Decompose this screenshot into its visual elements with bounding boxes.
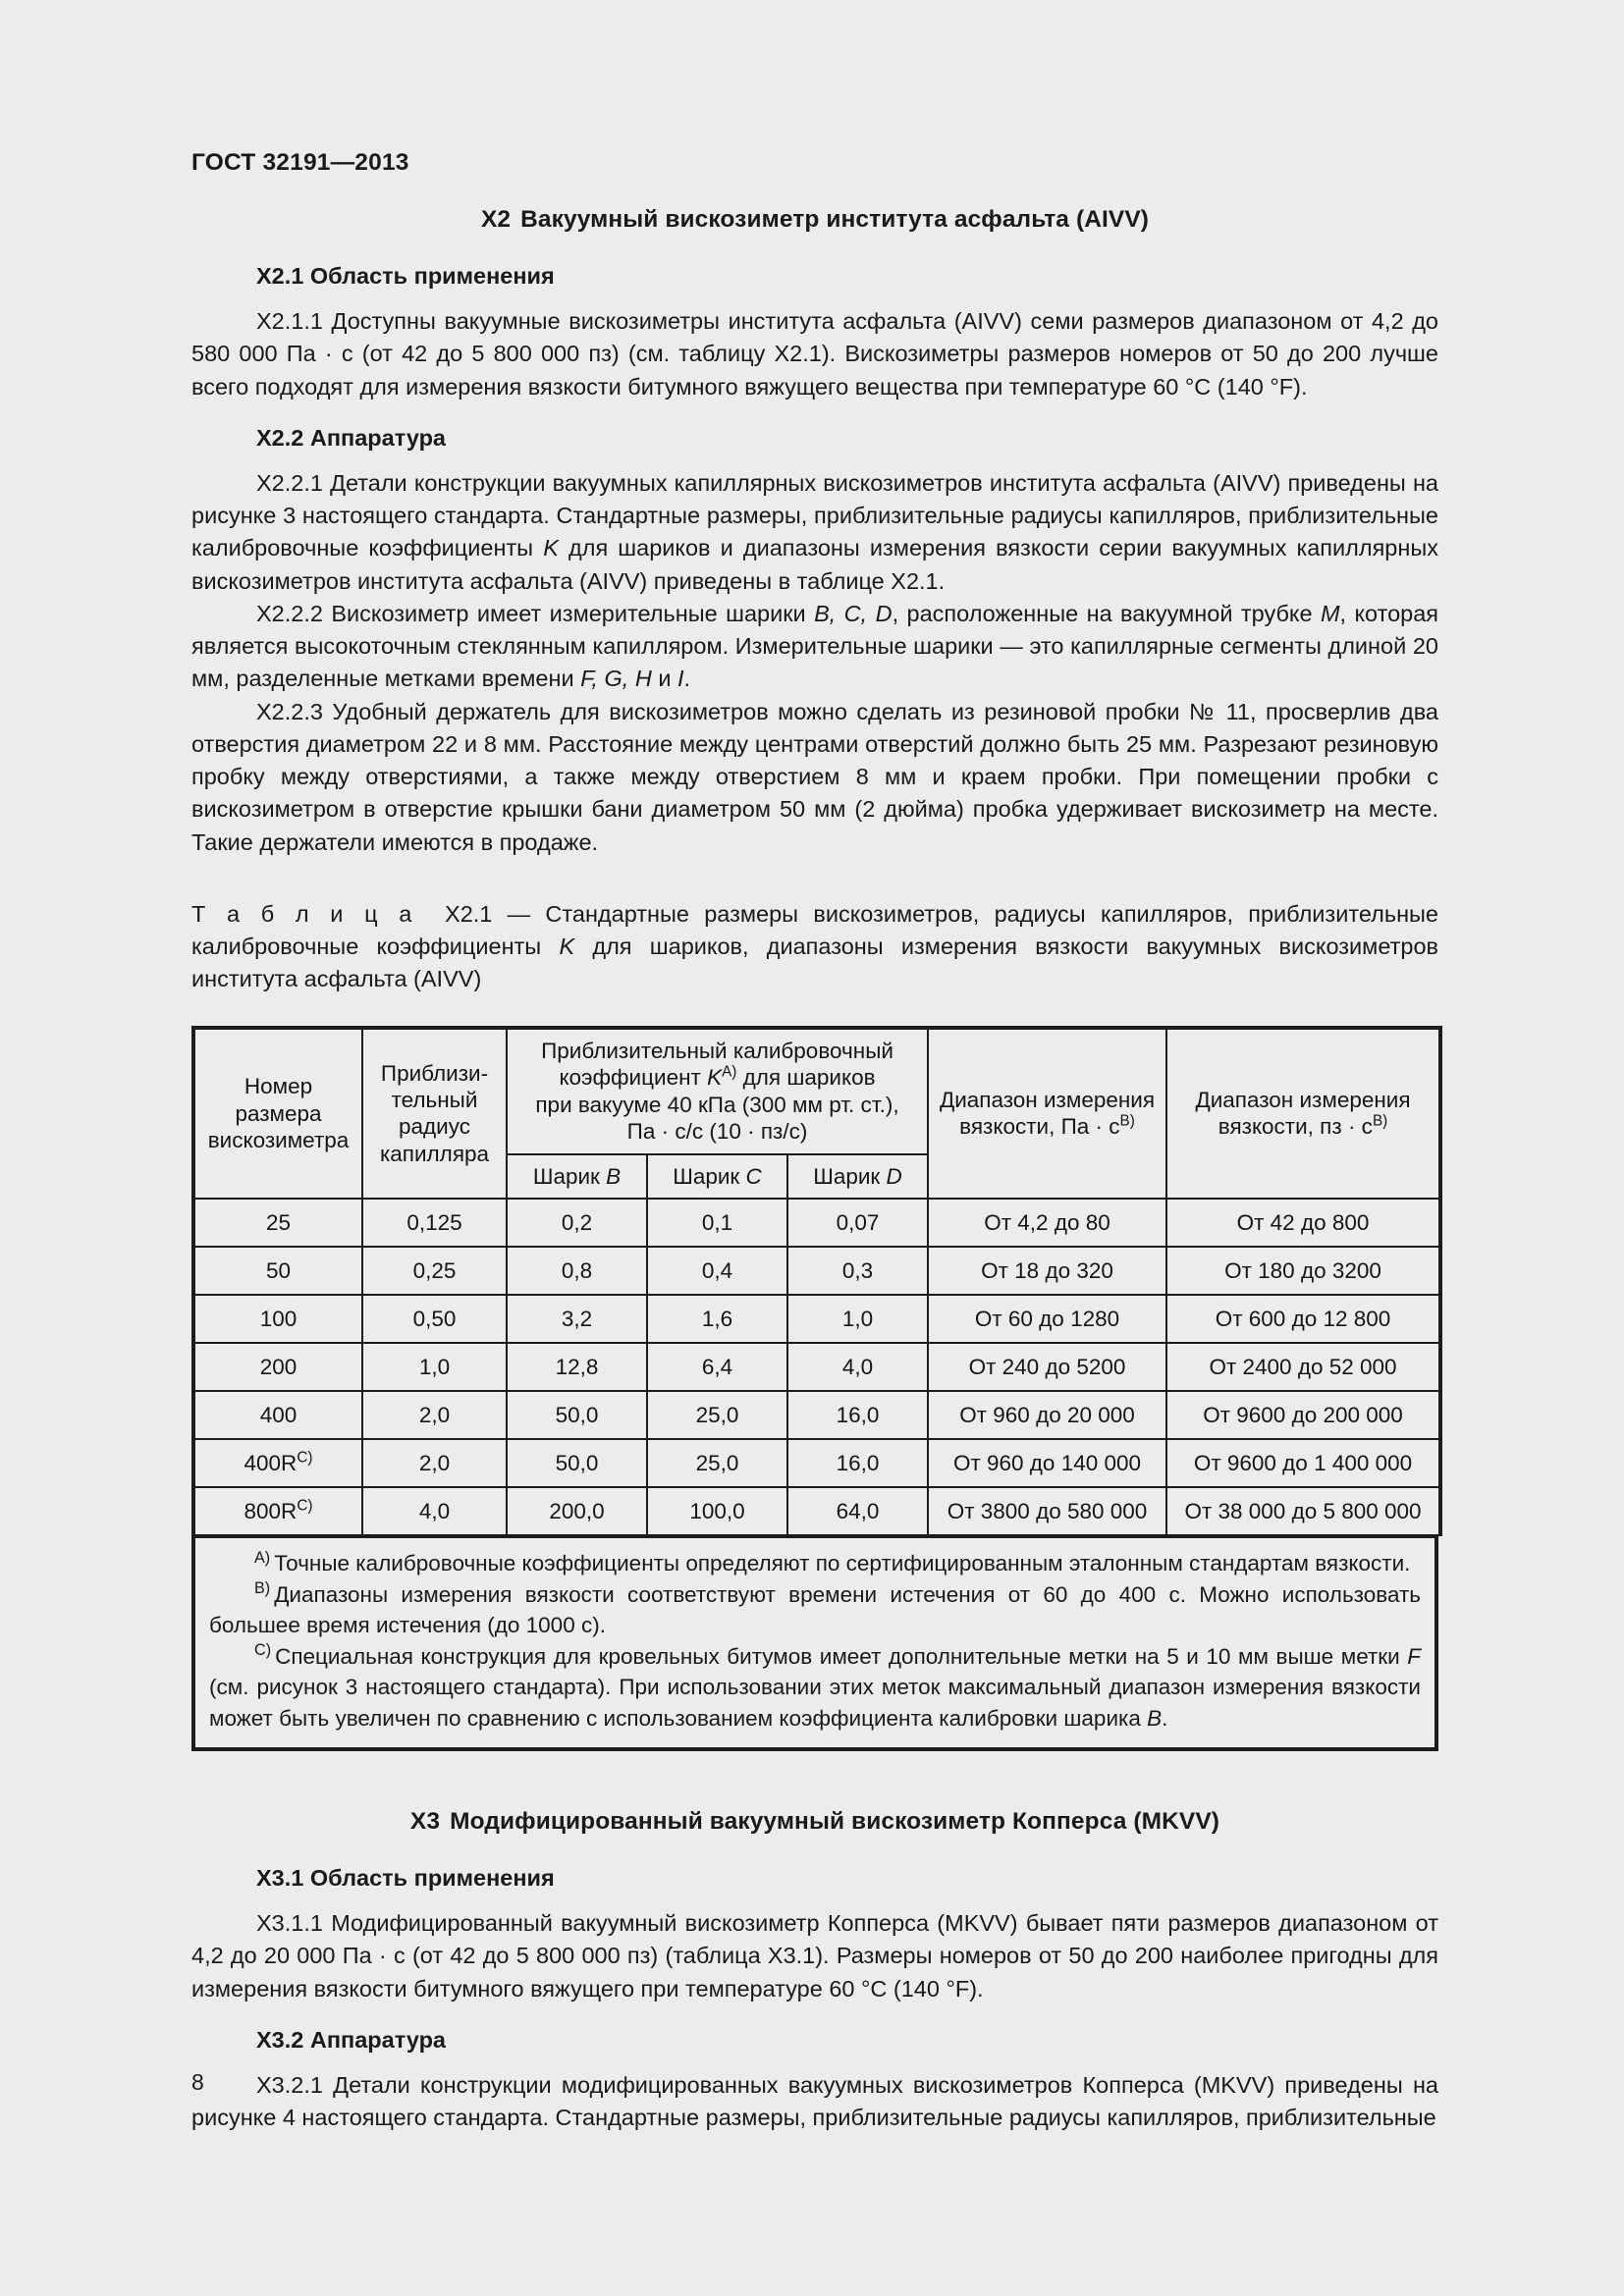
header-range-pz-l2: вязкости, пз · с	[1218, 1114, 1373, 1140]
section-title-x3	[191, 1808, 1438, 1836]
table-row	[193, 1343, 1440, 1391]
cell-radius: 2,0	[362, 1391, 507, 1439]
subheading-x2-2: X2.2 Аппаратура	[256, 424, 447, 451]
symbols-fgh: F, G, H	[580, 666, 652, 692]
table-caption-number: X2.1	[445, 900, 493, 927]
cell-size	[193, 1391, 362, 1439]
cell-kd: 1,0	[787, 1295, 928, 1343]
cell-size-text: 400	[259, 1402, 298, 1427]
section-title-x2	[191, 206, 1438, 234]
cell-size-text: 100	[259, 1306, 298, 1331]
cell-kc: 25,0	[647, 1439, 787, 1487]
cell-range-pa: От 18 до 320	[928, 1247, 1166, 1295]
footnote-b	[209, 1579, 1421, 1641]
footnote-a-mark: A)	[254, 1548, 271, 1567]
cell-size-text: 25	[265, 1209, 292, 1235]
cell-kb: 3,2	[507, 1295, 647, 1343]
cell-kd: 16,0	[787, 1391, 928, 1439]
table-row	[193, 1199, 1440, 1247]
cell-range-pa: От 3800 до 580 000	[928, 1487, 1166, 1535]
p-x2-2-2-i: .	[683, 666, 691, 692]
footnote-ref-b-pa: B)	[1119, 1112, 1135, 1130]
header-calibration-coefficient-group	[507, 1028, 928, 1154]
table-footnotes	[191, 1536, 1438, 1751]
symbol-i: I	[677, 666, 684, 692]
page-content	[191, 0, 1438, 2134]
table-header-row-1	[193, 1028, 1440, 1154]
page-number: 8	[191, 2069, 204, 2095]
header-range-pa-l1: Диапазон измерения	[939, 1087, 1156, 1112]
cell-range-pa: От 960 до 20 000	[928, 1391, 1166, 1439]
subheading-x3-2: X3.2 Аппаратура	[256, 2026, 447, 2053]
p-x2-2-1-part-b: для шариков и диапазоны измерения вязкости серии вакуумных капиллярных вискозиметров института асфальта (AIVV) приведены в таблице X2.1.	[191, 535, 1438, 594]
footnote-c-text-end: .	[1162, 1705, 1168, 1731]
cell-kd: 0,07	[787, 1199, 928, 1247]
paragraph-x3-2-1: X3.2.1 Детали конструкции модифицированных вакуумных вискозиметров Копперса (MKVV) приведены на рисунке 4 настоящего стандарта. Стандартные размеры, приблизительные радиусы капилляров, приблизительные	[191, 2071, 1438, 2131]
cell-range-pz: От 9600 до 1 400 000	[1166, 1439, 1440, 1487]
header-ball-b-text: Шарик	[532, 1163, 607, 1189]
table-body	[193, 1199, 1440, 1535]
footnote-ref-a: A)	[722, 1063, 737, 1081]
cell-kc: 0,4	[647, 1247, 787, 1295]
header-ball-d-text: Шарик	[813, 1163, 887, 1189]
cell-kb: 0,2	[507, 1199, 647, 1247]
footnote-c-symbol-b: B	[1147, 1705, 1163, 1731]
cell-kc: 25,0	[647, 1391, 787, 1439]
header-viscosity-range-pz	[1166, 1028, 1440, 1199]
paragraph-x2-2-2	[191, 598, 1438, 696]
header-capillary-radius-l1: Приблизи-	[380, 1060, 489, 1086]
header-capillary-radius-l4: капилляра	[379, 1141, 490, 1166]
paragraph-x2-1-1: X2.1.1 Доступны вакуумные вискозиметры института асфальта (AIVV) семи размеров диапазоном от 4,2 до 580 000 Па · с (от 42 до 5 800 000 пз) (см. таблицу X2.1). Вискозиметры размеров номеров от 50 до 200 лучше всего подходят для измерения вязкости битумного вяжущего вещества при температуре 60 °C (140 °F).	[191, 308, 1438, 400]
cell-range-pz: От 38 000 до 5 800 000	[1166, 1487, 1440, 1535]
cell-range-pz: От 180 до 3200	[1166, 1247, 1440, 1295]
cell-kd: 16,0	[787, 1439, 928, 1487]
header-size-number-l3: вискозиметра	[207, 1128, 350, 1153]
cell-kc: 100,0	[647, 1487, 787, 1535]
table-row	[193, 1439, 1440, 1487]
table-row	[193, 1295, 1440, 1343]
table-row	[193, 1247, 1440, 1295]
header-viscosity-range-pa	[928, 1028, 1166, 1199]
viscometer-table	[191, 1026, 1442, 1536]
cell-kc: 6,4	[647, 1343, 787, 1391]
header-range-pz-l1: Диапазон измерения	[1195, 1087, 1411, 1112]
symbol-m: M	[1320, 600, 1340, 626]
header-ball-d	[787, 1154, 928, 1199]
table-row	[193, 1487, 1440, 1535]
header-calib-symbol-k: K	[707, 1065, 723, 1091]
cell-size-sup: C)	[297, 1497, 313, 1515]
footnote-c	[209, 1641, 1421, 1735]
cell-range-pa: От 960 до 140 000	[928, 1439, 1166, 1487]
footnote-c-text-b: (см. рисунок 3 настоящего стандарта). При использовании этих меток максимальный диапазон измерения вязкости может быть увеличен по сравнению с использованием коэффициента калибровки шарика	[209, 1675, 1421, 1731]
cell-size	[193, 1487, 362, 1535]
table-caption-text-b: для шариков, диапазоны измерения вязкости вакуумных вискозиметров института асфальта (AIVV)	[191, 934, 1439, 992]
cell-range-pz: От 2400 до 52 000	[1166, 1343, 1440, 1391]
section-title-text-x2: Вакуумный вискозиметр института асфальта (AIVV)	[520, 206, 1150, 233]
cell-size	[193, 1199, 362, 1247]
header-ball-b-symbol: B	[606, 1163, 622, 1189]
header-range-pa-l2: вязкости, Па · с	[959, 1114, 1120, 1140]
header-calib-l2-a: коэффициент	[559, 1065, 708, 1091]
table-caption-x2-1	[191, 898, 1438, 996]
p-x2-2-2-e: , которая является высокоточным стеклянным капилляром. Измерительные шарики — это капиллярные сегменты длиной 20 мм, разделенные метками времени	[191, 600, 1439, 692]
cell-size-text: 400R	[244, 1450, 298, 1475]
paragraph-x2-2-1	[191, 467, 1438, 598]
cell-size	[193, 1295, 362, 1343]
cell-size-text: 800R	[244, 1498, 298, 1523]
header-size-number-l2: размера	[235, 1100, 322, 1126]
cell-kb: 200,0	[507, 1487, 647, 1535]
footnote-c-symbol-f: F	[1407, 1643, 1421, 1669]
cell-size-sup: C)	[297, 1449, 313, 1467]
cell-kc: 0,1	[647, 1199, 787, 1247]
symbol-k: K	[543, 535, 559, 561]
footnote-ref-b-pz: B)	[1372, 1112, 1388, 1130]
table-header	[193, 1028, 1440, 1199]
header-capillary-radius-l2: тельный	[391, 1087, 478, 1112]
cell-range-pa: От 60 до 1280	[928, 1295, 1166, 1343]
header-capillary-radius-l3: радиус	[399, 1114, 470, 1140]
header-size-number-l1: Номер	[244, 1074, 313, 1099]
cell-size	[193, 1343, 362, 1391]
p-x2-2-2-a: X2.2.2 Вискозиметр имеет измерительные шарики	[256, 600, 815, 626]
header-ball-c-text: Шарик	[673, 1163, 746, 1189]
cell-radius: 0,125	[362, 1199, 507, 1247]
section-number-x3: X3	[409, 1808, 441, 1836]
cell-range-pa: От 240 до 5200	[928, 1343, 1166, 1391]
header-calib-l3: при вакууме 40 кПа (300 мм рт. ст.),	[535, 1092, 899, 1117]
table-caption-text-a: — Стандартные размеры вискозиметров, радиусы капилляров, приблизительные калибровочные коэффициенты	[191, 900, 1439, 960]
cell-range-pz: От 9600 до 200 000	[1166, 1391, 1440, 1439]
cell-size	[193, 1247, 362, 1295]
header-ball-b	[507, 1154, 647, 1199]
header-ball-c-symbol: C	[745, 1163, 762, 1189]
cell-kb: 50,0	[507, 1391, 647, 1439]
header-ball-d-symbol: D	[886, 1163, 902, 1189]
footnote-c-mark: C)	[254, 1641, 272, 1660]
header-size-number	[193, 1028, 362, 1199]
cell-size-text: 200	[259, 1354, 298, 1379]
footnote-b-text: Диапазоны измерения вязкости соответствуют времени истечения от 60 до 400 с. Можно использовать большее время истечения (до 1000 с).	[209, 1581, 1421, 1638]
subheading-x3-1: X3.1 Область применения	[256, 1865, 555, 1892]
cell-size	[193, 1439, 362, 1487]
cell-kd: 0,3	[787, 1247, 928, 1295]
cell-kd: 64,0	[787, 1487, 928, 1535]
cell-kc: 1,6	[647, 1295, 787, 1343]
p-x2-2-2-c: , расположенные на вакуумной трубке	[892, 600, 1321, 626]
cell-range-pa: От 4,2 до 80	[928, 1199, 1166, 1247]
subheading-x2-1: X2.1 Область применения	[256, 263, 555, 289]
cell-radius: 2,0	[362, 1439, 507, 1487]
cell-range-pz: От 600 до 12 800	[1166, 1295, 1440, 1343]
table-caption-label: Т а б л и ц а	[191, 900, 415, 927]
paragraph-x2-2-3: X2.2.3 Удобный держатель для вискозиметров можно сделать из резиновой пробки № 11, просверлив два отверстия диаметром 22 и 8 мм. Расстояние между центрами отверстий должно быть 25 мм. Разрезают резиновую пробку между отверстиями, а также между отверстием 8 мм и краем пробки. При помещении пробки с вискозиметром в отверстие крышки бани диаметром 50 мм (2 дюйма) пробка удерживает вискозиметр на месте. Такие держатели имеются в продаже.	[191, 698, 1438, 855]
header-ball-c	[647, 1154, 787, 1199]
header-calib-l1: Приблизительный калибровочный	[541, 1038, 893, 1063]
p-x2-2-2-g: и	[651, 666, 677, 692]
section-number-x2: X2	[480, 206, 512, 233]
section-title-text-x3: Модифицированный вакуумный вискозиметр Копперса (MKVV)	[450, 1808, 1220, 1836]
header-calib-l4: Па · с/с (10 · пз/с)	[626, 1119, 808, 1145]
header-calib-l2-b: для шариков	[736, 1065, 876, 1091]
table-caption-symbol-k: K	[559, 934, 575, 960]
p-x2-2-1-part-a: X2.2.1 Детали конструкции вакуумных капиллярных вискозиметров института асфальта (AIVV) приведены на рисунке 3 настоящего стандарта. Стандартные размеры, приблизительные радиусы капилляров, приблизительные калибровочные коэффициенты	[191, 469, 1438, 561]
cell-kb: 50,0	[507, 1439, 647, 1487]
footnote-a-text: Точные калибровочные коэффициенты определяют по сертифицированным эталонным стандартам вязкости.	[274, 1551, 1411, 1576]
cell-radius: 1,0	[362, 1343, 507, 1391]
footnote-a	[209, 1548, 1421, 1579]
header-capillary-radius	[362, 1028, 507, 1199]
paragraph-x3-1-1: X3.1.1 Модифицированный вакуумный вискозиметр Копперса (MKVV) бывает пяти размеров диапазоном от 4,2 до 20 000 Па · с (от 42 до 5 800 000 пз) (таблица X3.1). Размеры номеров от 50 до 200 наиболее пригодны для измерения вязкости битумного вяжущего при температуре 60 °C (140 °F).	[191, 1910, 1438, 2002]
table-row	[193, 1391, 1440, 1439]
standard-header: ГОСТ 32191—2013	[191, 149, 409, 176]
cell-kd: 4,0	[787, 1343, 928, 1391]
cell-kb: 12,8	[507, 1343, 647, 1391]
cell-kb: 0,8	[507, 1247, 647, 1295]
footnote-b-mark: B)	[254, 1579, 271, 1598]
cell-radius: 0,50	[362, 1295, 507, 1343]
cell-radius: 4,0	[362, 1487, 507, 1535]
footnote-c-text-a: Специальная конструкция для кровельных битумов имеет дополнительные метки на 5 и 10 мм выше метки	[275, 1643, 1408, 1669]
cell-radius: 0,25	[362, 1247, 507, 1295]
symbols-bcd: B, C, D	[814, 600, 893, 626]
cell-range-pz: От 42 до 800	[1166, 1199, 1440, 1247]
cell-size-text: 50	[265, 1257, 292, 1283]
